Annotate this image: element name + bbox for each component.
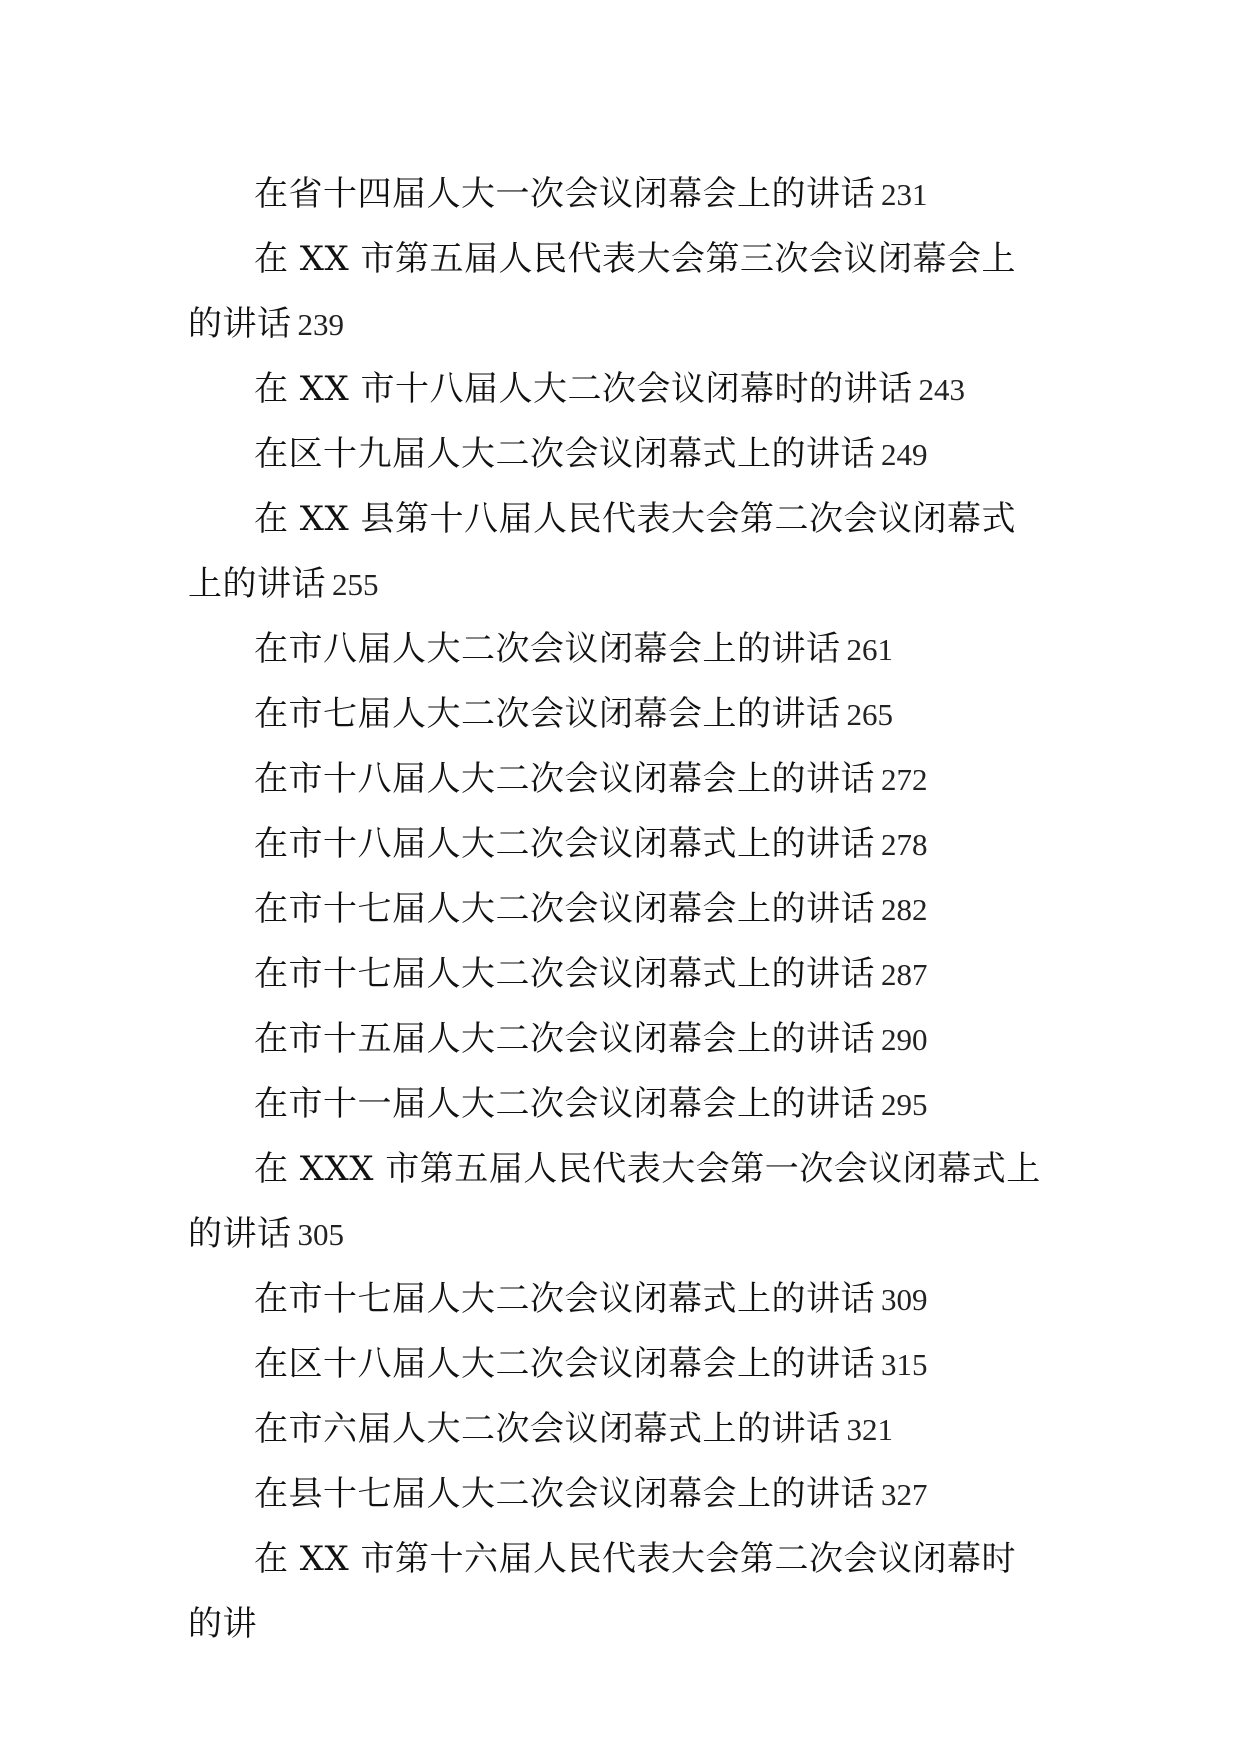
toc-entry-title: 在市十八届人大二次会议闭幕会上的讲话 — [254, 759, 875, 799]
toc-entry-page: 327 — [881, 1477, 928, 1512]
toc-entry — [188, 487, 1048, 617]
toc-entry-page: 265 — [846, 697, 893, 732]
toc-entry-page: 309 — [881, 1282, 928, 1317]
toc-entry — [188, 1527, 1048, 1657]
toc-entry — [188, 617, 1048, 682]
toc-entry — [188, 227, 1048, 357]
toc-entry — [188, 1332, 1048, 1397]
toc-entry-page: 278 — [881, 827, 928, 862]
toc-entry — [188, 942, 1048, 1007]
toc-entry-title: 在 XX 市第十六届人民代表大会第二次会议闭幕时的讲 — [188, 1539, 1017, 1644]
toc-entry-page: 239 — [297, 307, 344, 342]
toc-entry — [188, 1267, 1048, 1332]
toc-entry-page: 295 — [881, 1087, 928, 1122]
toc-entry-page: 321 — [846, 1412, 893, 1447]
toc-entry-title: 在市六届人大二次会议闭幕式上的讲话 — [254, 1409, 841, 1449]
toc-entry-page: 272 — [881, 762, 928, 797]
toc-entry-title: 在 XX 县第十八届人民代表大会第二次会议闭幕式上的讲话 — [188, 499, 1017, 604]
toc-entry — [188, 1137, 1048, 1267]
toc-entry-title: 在市十五届人大二次会议闭幕会上的讲话 — [254, 1019, 875, 1059]
toc-entry — [188, 1072, 1048, 1137]
toc-entry-title: 在省十四届人大一次会议闭幕会上的讲话 — [254, 174, 875, 214]
toc-entry — [188, 747, 1048, 812]
toc-entry — [188, 877, 1048, 942]
toc-entry — [188, 357, 1048, 422]
toc-entry-page: 290 — [881, 1022, 928, 1057]
toc-entry-title: 在市十七届人大二次会议闭幕会上的讲话 — [254, 889, 875, 929]
toc-entry — [188, 682, 1048, 747]
toc-entry-title: 在 XX 市十八届人大二次会议闭幕时的讲话 — [254, 369, 913, 409]
toc-entry-title: 在区十八届人大二次会议闭幕会上的讲话 — [254, 1344, 875, 1384]
toc-entry-title: 在市十七届人大二次会议闭幕式上的讲话 — [254, 1279, 875, 1319]
toc-entry-title: 在区十九届人大二次会议闭幕式上的讲话 — [254, 434, 875, 474]
toc-entry-title: 在市十七届人大二次会议闭幕式上的讲话 — [254, 954, 875, 994]
toc-entry-title: 在市十一届人大二次会议闭幕会上的讲话 — [254, 1084, 875, 1124]
toc-entry — [188, 1397, 1048, 1462]
toc-entry-page: 287 — [881, 957, 928, 992]
toc-entry-title: 在市八届人大二次会议闭幕会上的讲话 — [254, 629, 841, 669]
toc-entry-page: 305 — [297, 1217, 344, 1252]
toc-entry-title: 在市七届人大二次会议闭幕会上的讲话 — [254, 694, 841, 734]
toc-entry-title: 在市十八届人大二次会议闭幕式上的讲话 — [254, 824, 875, 864]
toc-entry-page: 315 — [881, 1347, 928, 1382]
toc-entry-title: 在 XXX 市第五届人民代表大会第一次会议闭幕式上的讲话 — [188, 1149, 1041, 1254]
toc-entry-page: 255 — [332, 567, 379, 602]
toc-entry-title: 在县十七届人大二次会议闭幕会上的讲话 — [254, 1474, 875, 1514]
toc-entry-title: 在 XX 市第五届人民代表大会第三次会议闭幕会上的讲话 — [188, 239, 1017, 344]
toc-entry — [188, 812, 1048, 877]
toc-entry — [188, 1462, 1048, 1527]
toc-entry-page: 282 — [881, 892, 928, 927]
toc-entry — [188, 162, 1048, 227]
toc-entry-page: 249 — [881, 437, 928, 472]
table-of-contents — [188, 162, 1048, 1657]
toc-entry-page: 231 — [881, 177, 928, 212]
toc-entry-page: 261 — [846, 632, 893, 667]
toc-entry — [188, 422, 1048, 487]
toc-entry-page: 243 — [918, 372, 966, 407]
toc-entry — [188, 1007, 1048, 1072]
